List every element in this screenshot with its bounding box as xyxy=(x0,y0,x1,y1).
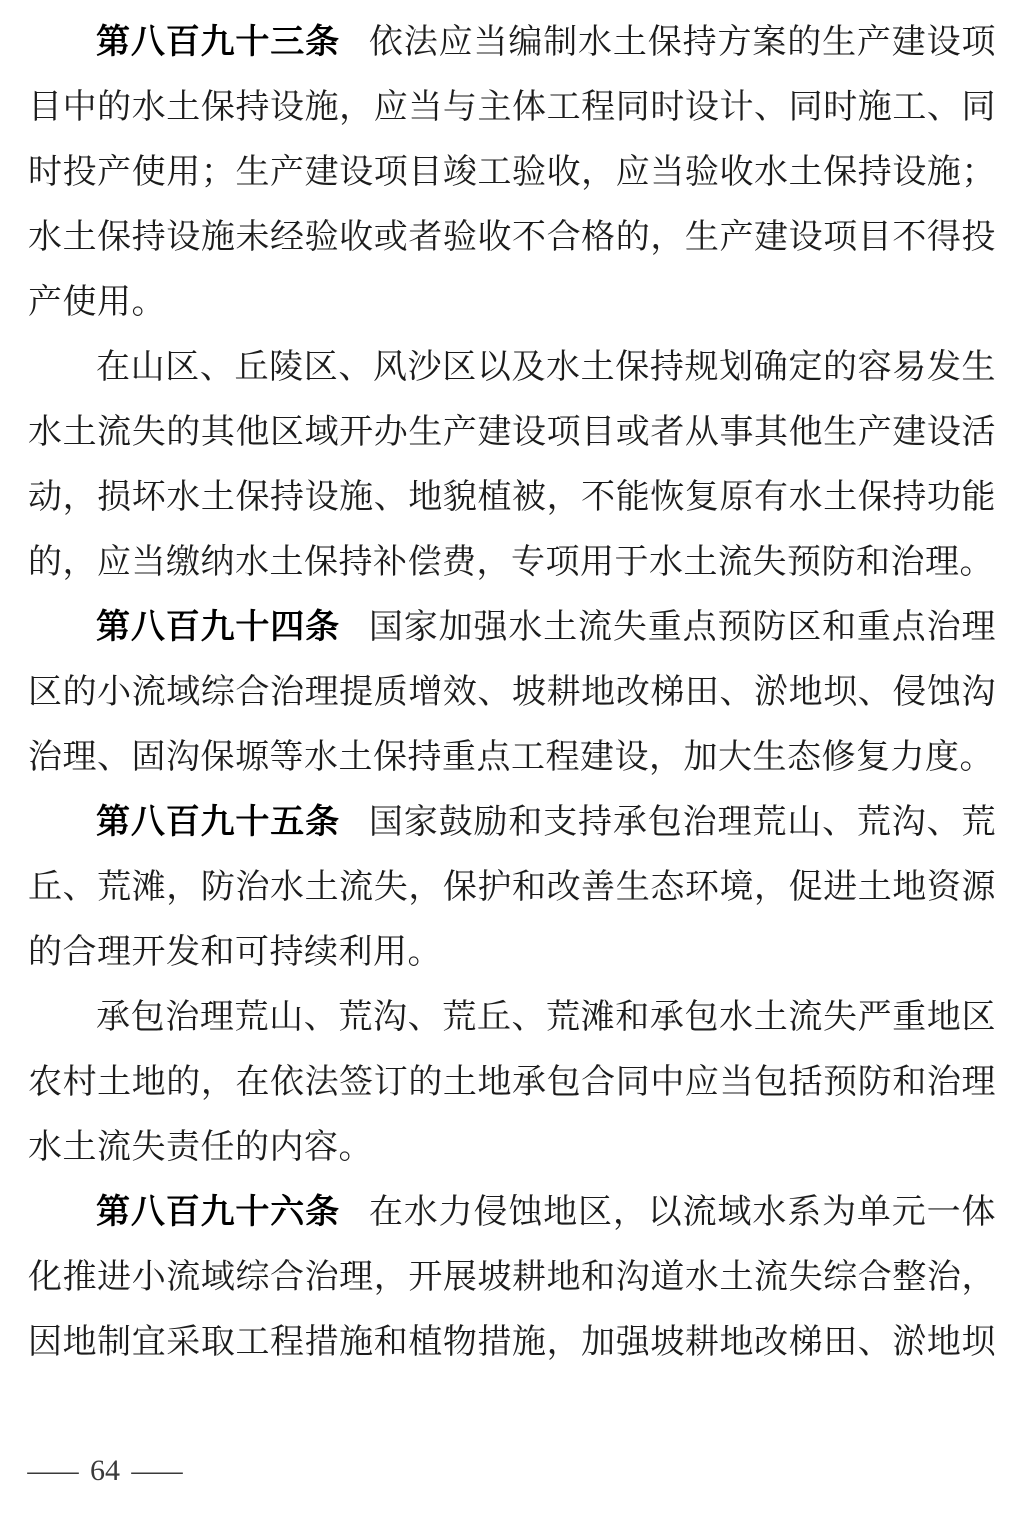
paragraph-article-894 xyxy=(28,595,996,790)
paragraph-text: 国家加强水土流失重点预防区和重点治理区的小流域综合治理提质增效、坡耕地改梯田、淤地坝、侵蚀沟治理、固沟保塬等水土保持重点工程建设，加大生态修复力度。 xyxy=(28,609,997,776)
paragraph-article-893 xyxy=(28,10,996,335)
article-number-895: 第八百九十五条 xyxy=(96,803,341,841)
footer-dash-left: — xyxy=(27,1454,79,1487)
page-number: 64 xyxy=(90,1454,120,1487)
page-footer xyxy=(27,1448,183,1494)
paragraph-text: 国家鼓励和支持承包治理荒山、荒沟、荒丘、荒滩，防治水土流失，保护和改善生态环境，促进土地资源的合理开发和可持续利用。 xyxy=(28,804,997,971)
paragraph-text: 在水力侵蚀地区，以流域水系为单元一体化推进小流域综合治理，开展坡耕地和沟道水土流失综合整治，因地制宜采取工程措施和植物措施，加强坡耕地改梯田、淤地坝 xyxy=(28,1194,997,1361)
article-number-893: 第八百九十三条 xyxy=(96,23,341,61)
paragraph-text: 依法应当编制水土保持方案的生产建设项目中的水土保持设施，应当与主体工程同时设计、同时施工、同时投产使用；生产建设项目竣工验收，应当验收水土保持设施；水土保持设施未经验收或者验收不合格的，生产建设项目不得投产使用。 xyxy=(28,24,997,321)
paragraph-text: 承包治理荒山、荒沟、荒丘、荒滩和承包水土流失严重地区农村土地的，在依法签订的土地承包合同中应当包括预防和治理水土流失责任的内容。 xyxy=(28,999,996,1166)
paragraph-text: 在山区、丘陵区、风沙区以及水土保持规划确定的容易发生水土流失的其他区域开办生产建设项目或者从事其他生产建设活动，损坏水土保持设施、地貌植被，不能恢复原有水土保持功能的，应当缴纳水土保持补偿费，专项用于水土流失预防和治理。 xyxy=(28,349,996,581)
paragraph-article-893-clause2 xyxy=(28,335,996,595)
paragraph-article-896 xyxy=(28,1180,996,1375)
paragraph-article-895 xyxy=(28,790,996,985)
article-number-896: 第八百九十六条 xyxy=(96,1193,341,1231)
article-number-894: 第八百九十四条 xyxy=(96,608,341,646)
paragraph-article-895-clause2 xyxy=(28,985,996,1180)
footer-dash-right: — xyxy=(131,1454,183,1487)
document-page xyxy=(28,10,996,1375)
